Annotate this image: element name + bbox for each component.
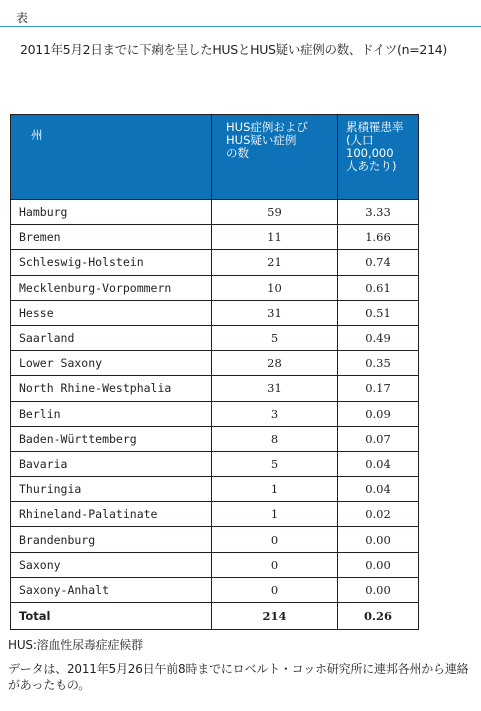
cases-cell: 0	[212, 552, 338, 577]
incidence-cell: 0.00	[338, 527, 419, 552]
table-row	[11, 451, 419, 476]
cases-cell: 28	[212, 351, 338, 376]
state-cell: Bavaria	[11, 451, 212, 476]
column-header-cases	[212, 115, 338, 200]
table-row	[11, 225, 419, 250]
incidence-cell: 0.61	[338, 275, 419, 300]
table-row	[11, 552, 419, 577]
table-row	[11, 300, 419, 325]
cases-cell: 8	[212, 426, 338, 451]
table-label: 表	[16, 11, 29, 25]
table-row	[11, 351, 419, 376]
incidence-cell: 0.51	[338, 300, 419, 325]
column-header-incidence	[338, 115, 419, 200]
total-incidence: 0.26	[338, 603, 419, 630]
incidence-cell: 0.09	[338, 401, 419, 426]
cases-cell: 11	[212, 225, 338, 250]
state-cell: Rhineland-Palatinate	[11, 502, 212, 527]
table-row	[11, 325, 419, 350]
table-row	[11, 577, 419, 602]
incidence-cell: 0.17	[338, 376, 419, 401]
cases-cell: 1	[212, 477, 338, 502]
state-cell: Berlin	[11, 401, 212, 426]
state-cell: Saxony-Anhalt	[11, 577, 212, 602]
total-cases: 214	[212, 603, 338, 630]
column-header-cases-line3: の数	[226, 146, 249, 160]
source-footnote: データは、2011年5月26日午前8時までにロベルト・コッホ研究所に連邦各州から連絡があったもの。	[8, 662, 469, 692]
state-cell: North Rhine-Westphalia	[11, 376, 212, 401]
column-header-state-label: 州	[31, 128, 43, 142]
table-row	[11, 200, 419, 225]
column-header-cases-line2: HUS疑い症例	[226, 133, 297, 147]
column-header-cases-line1: HUS症例および	[226, 120, 308, 134]
incidence-cell: 0.02	[338, 502, 419, 527]
state-cell: Hesse	[11, 300, 212, 325]
incidence-cell: 0.04	[338, 451, 419, 476]
table-row	[11, 527, 419, 552]
cases-cell: 3	[212, 401, 338, 426]
incidence-cell: 0.00	[338, 577, 419, 602]
cases-cell: 5	[212, 325, 338, 350]
cases-cell: 5	[212, 451, 338, 476]
table-header-row	[11, 115, 419, 200]
state-cell: Schleswig-Holstein	[11, 250, 212, 275]
column-header-state	[11, 115, 212, 200]
state-cell: Bremen	[11, 225, 212, 250]
incidence-cell: 0.74	[338, 250, 419, 275]
header-rule	[0, 26, 481, 27]
state-cell: Saarland	[11, 325, 212, 350]
table-row	[11, 502, 419, 527]
table-row	[11, 426, 419, 451]
table-title: 2011年5月2日までに下痢を呈したHUSとHUS疑い症例の数、ドイツ(n=214)	[20, 42, 447, 57]
abbreviation-footnote: HUS:溶血性尿毒症症候群	[8, 638, 143, 652]
table-row	[11, 401, 419, 426]
state-cell: Thuringia	[11, 477, 212, 502]
column-header-incidence-line2: (人口100,000	[346, 133, 394, 160]
table-row	[11, 376, 419, 401]
incidence-cell: 0.49	[338, 325, 419, 350]
cases-cell: 21	[212, 250, 338, 275]
column-header-incidence-line1: 累積罹患率	[346, 120, 404, 134]
cases-cell: 0	[212, 577, 338, 602]
state-cell: Saxony	[11, 552, 212, 577]
cases-cell: 31	[212, 300, 338, 325]
state-cell: Brandenburg	[11, 527, 212, 552]
column-header-incidence-line3: 人あたり)	[346, 159, 397, 173]
state-cell: Mecklenburg-Vorpommern	[11, 275, 212, 300]
total-row	[11, 603, 419, 630]
incidence-cell: 1.66	[338, 225, 419, 250]
hus-cases-table	[10, 114, 419, 630]
incidence-cell: 0.04	[338, 477, 419, 502]
cases-cell: 1	[212, 502, 338, 527]
state-cell: Baden-Württemberg	[11, 426, 212, 451]
cases-cell: 0	[212, 527, 338, 552]
total-label: Total	[11, 603, 212, 630]
incidence-cell: 3.33	[338, 200, 419, 225]
state-cell: Hamburg	[11, 200, 212, 225]
cases-cell: 59	[212, 200, 338, 225]
table-row	[11, 250, 419, 275]
incidence-cell: 0.00	[338, 552, 419, 577]
cases-cell: 10	[212, 275, 338, 300]
incidence-cell: 0.35	[338, 351, 419, 376]
table-row	[11, 275, 419, 300]
cases-cell: 31	[212, 376, 338, 401]
incidence-cell: 0.07	[338, 426, 419, 451]
table-row	[11, 477, 419, 502]
state-cell: Lower Saxony	[11, 351, 212, 376]
